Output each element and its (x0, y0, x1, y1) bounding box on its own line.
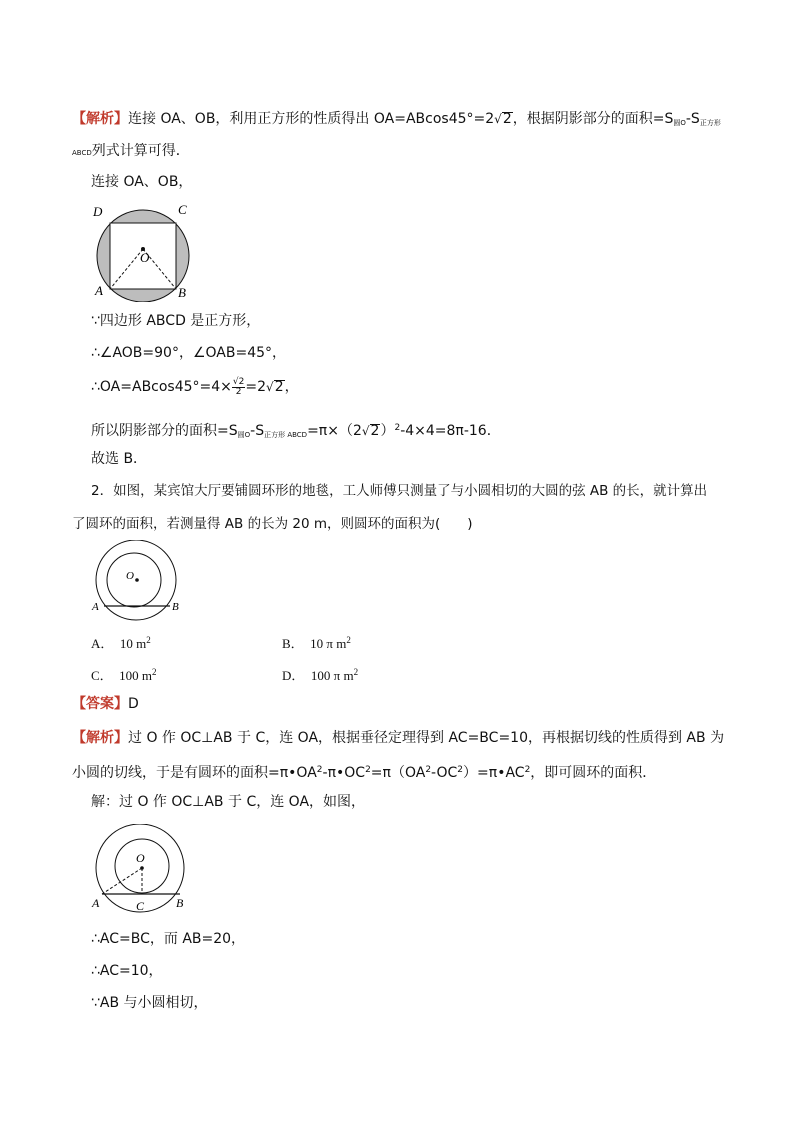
connect-line: 连接 OA、OB， (91, 174, 193, 190)
choice-letter: B． (282, 636, 304, 651)
center-point (135, 578, 139, 582)
choice-c[interactable] (91, 665, 157, 684)
fraction-denominator: 2 (235, 386, 242, 397)
sqrt-value: 2 (502, 111, 512, 127)
choice-a[interactable] (91, 633, 151, 652)
step-line2: ∴AC=10， (91, 963, 163, 979)
superscript: 2 (316, 765, 323, 775)
center-point (140, 866, 144, 870)
label-o: O (136, 851, 145, 865)
choice-value: 10 m (119, 636, 147, 651)
label-b: B (178, 285, 186, 300)
analysis-text: ，根据阴影部分的面积=S (512, 111, 674, 127)
choice-letter: A． (91, 636, 114, 651)
because-line: ∵四边形 ABCD 是正方形， (91, 313, 261, 329)
therefore-text: =2 (245, 379, 267, 395)
superscript: 2 (425, 765, 432, 775)
q2-analysis-line1 (72, 728, 724, 748)
choice-letter: C． (91, 668, 113, 683)
q2-analysis-line2 (72, 760, 656, 783)
analysis-text: -OC (431, 765, 458, 781)
label-a: A (92, 601, 99, 613)
choice-b[interactable] (282, 633, 351, 652)
therefore-text: ， (284, 379, 299, 395)
analysis-text: 小圆的切线，于是有圆环的面积=π•OA (72, 765, 317, 781)
therefore-line2: ∴OA=ABcos45°=4× $\frac{√2}{2}$ =2√2， (91, 376, 299, 397)
analysis-text: ）=π•AC (463, 765, 525, 781)
choice-value: 100 m (119, 668, 153, 683)
analysis-text: ，即可圆环的面积． (530, 765, 657, 781)
label-a: A (95, 283, 103, 298)
subscript-square: 正方形 ABCD (264, 431, 308, 439)
step-line3: ∵AB 与小圆相切， (91, 995, 208, 1011)
label-c: C (136, 899, 145, 913)
small-circle (107, 553, 161, 607)
superscript: 2 (457, 765, 464, 775)
analysis-text: -S (685, 111, 700, 127)
q1-analysis-line1: 【解析】连接 OA、OB，利用正方形的性质得出 OA=ABcos45°=2√2，根据阴影部分的面积$=S_{圆O}-S_{正方形}$ (72, 111, 721, 127)
subscript-abcd: ABCD (72, 149, 92, 157)
analysis-text: =π（OA (370, 765, 426, 781)
label-d: D (93, 204, 103, 219)
area-text: -4×4=8π-16． (400, 423, 501, 439)
therefore-line1: ∴∠AOB=90°，∠OAB=45°， (91, 345, 287, 361)
superscript: 2 (394, 423, 401, 433)
superscript: 2 (146, 635, 151, 645)
subscript-circle: 圆O (673, 119, 686, 127)
choice-letter: D． (282, 668, 305, 683)
answer-line (72, 694, 139, 714)
square-circle-figure (86, 198, 196, 302)
sqrt-value: 2 (370, 423, 380, 439)
therefore-text: ∴OA=ABcos45°=4× (91, 379, 232, 395)
q2-stem-line2: 了圆环的面积，若测量得 AB 的长为 20 m，则圆环的面积为( ) (72, 516, 473, 532)
fraction (232, 378, 245, 397)
step-line1: ∴AC=BC，而 AB=20， (91, 931, 246, 947)
superscript: 2 (152, 667, 157, 677)
area-text: 所以阴影部分的面积=S (91, 423, 238, 439)
superscript: 2 (353, 667, 359, 677)
choice-value: 10 π m (310, 636, 347, 651)
label-o: O (126, 570, 134, 582)
subscript-circle: 圆O (237, 431, 251, 439)
analysis-text: 列式计算可得． (91, 143, 190, 159)
area-line: 所以阴影部分的面积$=S_{圆O}-S_{正方形 ABCD}=\pi\times(2√2)^2-4\times 4=8\pi-16$． (91, 423, 501, 439)
superscript: 2 (365, 765, 371, 775)
superscript: 2 (346, 635, 351, 645)
area-text: =π×（2 (307, 423, 362, 439)
choice-value: 100 π m (310, 668, 354, 683)
analysis-text: 连接 OA、OB，利用正方形的性质得出 OA=ABcos45°=2 (128, 111, 495, 127)
analysis-text: -π•OC (322, 765, 366, 781)
annulus-figure (88, 540, 186, 624)
answer-value: D (128, 696, 139, 712)
q1-analysis-line2 (72, 141, 190, 163)
label-b: B (176, 896, 184, 910)
superscript: 2 (524, 765, 531, 775)
answer-tag: 【答案】 (72, 696, 128, 712)
sqrt-value: 2 (274, 379, 284, 395)
q2-stem-line1: 2．如图，某宾馆大厅要铺圆环形的地毯，工人师傅只测量了与小圆相切的大圆的弦 AB 的长，就计算出 (91, 483, 708, 499)
analysis-tag: 【解析】 (72, 730, 128, 746)
annulus-construction-figure (88, 824, 196, 916)
fraction-numerator: √2 (232, 376, 245, 387)
area-text: -S (250, 423, 265, 439)
solution-line: 解：过 O 作 OC⊥AB 于 C，连 OA，如图， (91, 794, 366, 810)
subscript-square: 正方形 (699, 119, 721, 127)
analysis-text: 过 O 作 OC⊥AB 于 C，连 OA，根据垂径定理得到 AC=BC=10，再根据切线的性质得到 AB 为 (128, 730, 725, 746)
label-b: B (172, 601, 179, 613)
label-o: O (140, 250, 150, 265)
analysis-tag: 【解析】 (72, 111, 128, 127)
choice-d[interactable] (282, 665, 358, 684)
pick-answer-line: 故选 B． (91, 451, 148, 467)
label-a: A (92, 896, 100, 910)
label-c: C (178, 202, 187, 217)
area-text: ） (380, 423, 395, 439)
